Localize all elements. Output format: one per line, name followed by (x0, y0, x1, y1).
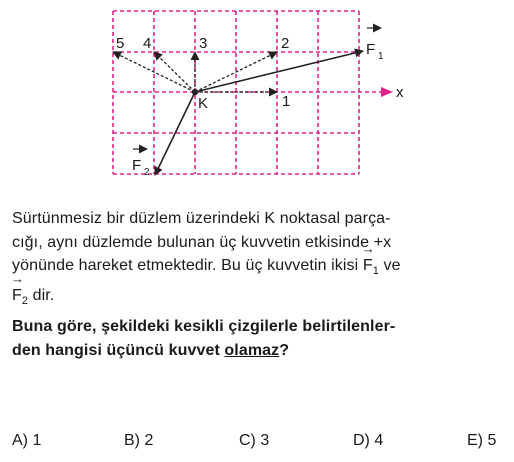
vector-1-label: 1 (282, 93, 291, 110)
force-f1-ref: → $F_1$ (363, 254, 379, 284)
svg-text:F: F (366, 41, 376, 58)
svg-text:2: 2 (144, 167, 150, 178)
emphasis-olamaz: olamaz (224, 341, 280, 359)
answer-choices (12, 432, 508, 454)
choice-c[interactable]: C) 3 (239, 432, 270, 449)
force-f1-vector (195, 51, 363, 92)
question-line-3: yönünde hareket etmektedir. Bu üç kuvvetin ikisi → $F_1$ ve (12, 254, 506, 284)
question-line-2: cığı, aynı düzlemde bulunan üç kuvvetin etkisinde +x (12, 233, 392, 251)
vector-5 (113, 52, 195, 92)
x-axis-label: x (396, 84, 404, 101)
choice-d[interactable]: D) 4 (353, 432, 384, 449)
vector-2 (195, 52, 277, 92)
force-f2-ref: → $F_2$ (12, 284, 28, 314)
vector-4 (154, 52, 195, 92)
choice-e[interactable]: E) 5 (467, 432, 497, 449)
vector-3-label: 3 (199, 35, 208, 52)
choice-b[interactable]: B) 2 (124, 432, 154, 449)
svg-text:1: 1 (378, 51, 384, 62)
choice-a[interactable]: A) 1 (12, 432, 42, 449)
force-f2-label (132, 149, 150, 178)
question-line-1: Sürtünmesiz bir düzlem üzerindeki K noktasal parça- (12, 210, 391, 227)
point-k-label: K (198, 95, 209, 112)
question-line-4: → $F_2$ dir. (12, 284, 506, 314)
vector-4-label: 4 (143, 35, 152, 52)
svg-text:F: F (132, 157, 142, 174)
force-f1-label (366, 28, 384, 62)
question-prompt: Buna göre, şekildeki kesikli çizgilerle belirtilenler- den hangisi üçüncü kuvvet olamaz? (12, 318, 396, 359)
force-f2-vector (155, 92, 195, 175)
question-text (12, 207, 506, 362)
vector-5-label: 5 (116, 35, 125, 52)
vector-2-label: 2 (281, 35, 290, 52)
force-diagram (0, 0, 514, 195)
